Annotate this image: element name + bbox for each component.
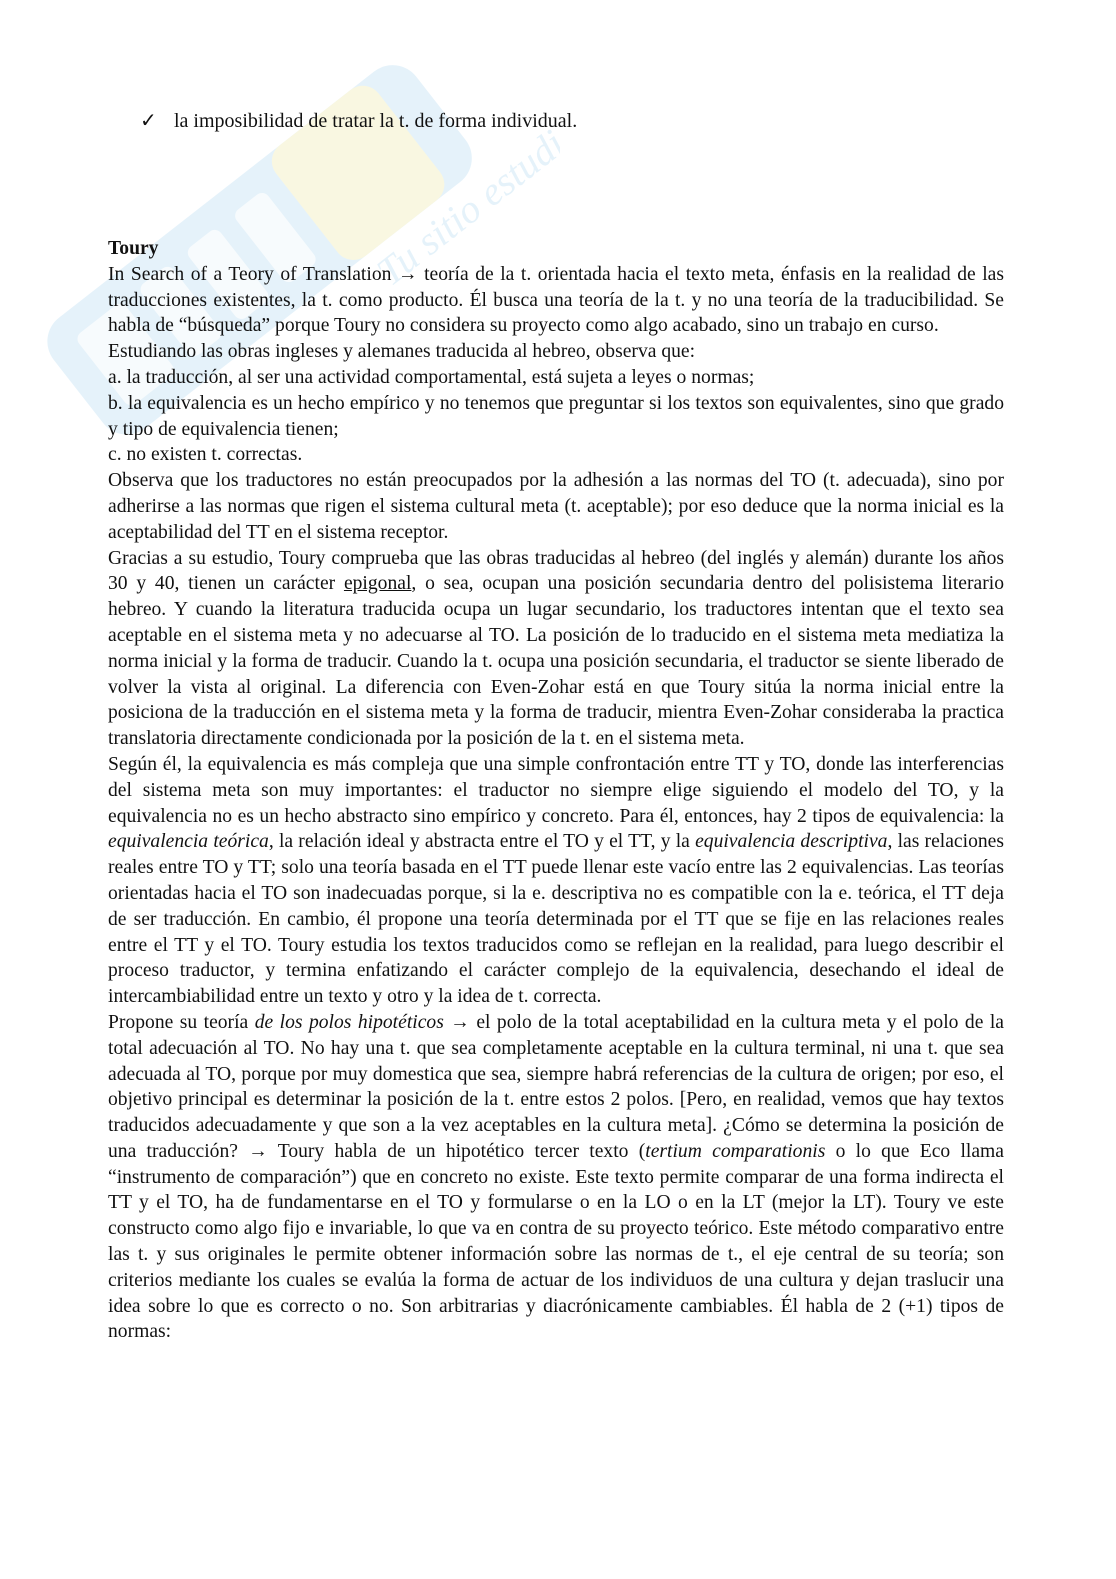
- paragraph-intro: In Search of a Teory of Translation → teoría de la t. orientada hacia el texto meta, énfasis en la realidad de las traducciones existentes, la t. como producto. Él busca una teoría de la t. y no una teoría de la traducibilidad. Se habla de “búsqueda” porque Toury no considera su proyecto como algo acabado, sino un trabajo en curso.: [108, 263, 1004, 337]
- paragraph-norms: Observa que los traductores no están preocupados por la adhesión a las normas del TO (t. adecuada), sino por adherirse a las normas que rigen el sistema cultural meta (t. aceptable); por eso deduce que la norma inicial es la aceptabilidad del TT en el sistema receptor.: [108, 470, 1004, 543]
- paragraph-epigonal: Gracias a su estudio, Toury comprueba que las obras traducidas al hebreo (del inglés y alemán) durante los años 30 y 40, tienen un carácter epigonal, o sea, ocupan una posición secundaria dentro del polisistema literario hebreo. Y cuando la literatura traducida ocupa un lugar secundario, los traductores intentan que el texto sea aceptable en el sistema meta y no adecuarse al TO. La posición de lo traducido en el sistema meta mediatiza la norma inicial y la forma de traducir. Cuando la t. ocupa una posición secundaria, el traductor se siente liberado de volver la vista al original. La diferencia con Even-Zohar está en que Toury sitúa la norma inicial entre la posiciona de la traducción en el sistema meta y la forma de traducir, mientra Even-Zohar consideraba la practica translatoria directamente condicionada por la posición de la t. en el sistema meta.: [108, 547, 1004, 750]
- term-equivalencia-descriptiva: equivalencia descriptiva: [695, 831, 888, 853]
- term-epigonal: epigonal: [343, 573, 412, 595]
- list-item-c: c. no existen t. correctas.: [108, 444, 303, 466]
- list-item-b: b. la equivalencia es un hecho empírico y no tenemos que preguntar si los textos son equivalentes, sino que grado y tipo de equivalencia tienen;: [108, 392, 1004, 440]
- paragraph-study: Estudiando las obras ingleses y alemanes traducida al hebreo, observa que:: [108, 341, 696, 363]
- paragraph-equivalence: Según él, la equivalencia es más compleja que una simple confrontación entre TT y TO, donde las interferencias del sistema meta son muy importantes: el traductor no siempre elige siguiendo el modelo del TO, y la equivalencia no es un hecho abstracto sino empírico y concreto. Para él, entonces, hay 2 tipos de equivalencia: la equivalencia teórica, la relación ideal y abstracta entre el TO y el TT, y la equivalencia descriptiva, las relaciones reales entre TO y TT; solo una teoría basada en el TT puede llenar este vacío entre las 2 equivalencias. Las teorías orientadas hacia el TO son inadecuadas porque, si la e. descriptiva no es compatible con la e. teórica, el TT deja de ser traducción. En cambio, él propone una teoría determinada por el TT que se fije en las relaciones reales entre el TT y el TO. Toury estudia los textos traducidos como se reflejan en la realidad, para luego describir el proceso traductor, y termina enfatizando el carácter complejo de la equivalencia, desechando el ideal de intercambiabilidad entre un texto y otro y la idea de t. correcta.: [108, 753, 1004, 1008]
- term-equivalencia-teorica: equivalencia teórica: [108, 831, 269, 853]
- term-tertium-comparationis: tertium comparationis: [645, 1140, 826, 1162]
- paragraph-polos: Propone su teoría de los polos hipotéticos → el polo de la total aceptabilidad en la cultura meta y el polo de la total adecuación al TO. No hay una t. que sea completamente aceptable en la cultura terminal, ni una t. que sea adecuada al TO, porque por muy domestica que sea, siempre habrá referencias de la cultura de origen; por eso, el objetivo principal es determinar la posición de la t. entre estos 2 polos. [Pero, en realidad, vemos que hay textos traducidos adecuadamente y que son a la vez aceptables en la cultura meta]. ¿Cómo se determina la posición de una traducción? → Toury habla de un hipotético tercer texto (tertium comparationis o lo que Eco llama “instrumento de comparación”) que en concreto no existe. Este texto permite comparar de una forma indirecta el TT y el TO, ha de fundamentarse en el TO y formularse o en la LO o en la LT (mejor la LT). Toury ve este constructo como algo fijo e invariable, lo que va en contra de su proyecto teórico. Este método comparativo entre las t. y sus originales le permite obtener información sobre las normas de t., el eje central de su teoría; son criterios mediante los cuales se evalúa la forma de actuar de los individuos de una cultura y dejan traslucir una idea sobre lo que es correcto o no. Son arbitrarias y diacrónicamente cambiables. Él habla de 2 (+1) tipos de normas:: [108, 1011, 1005, 1343]
- document-body: [108, 236, 1004, 1345]
- list-item-a: a. la traducción, al ser una actividad comportamental, está sujeta a leyes o normas;: [108, 366, 755, 388]
- watermark-tagline: Tu sitio estudiante: [368, 78, 560, 295]
- checklist-text: la imposibilidad de tratar la t. de forma individual.: [174, 110, 578, 132]
- check-icon: ✓: [140, 110, 157, 132]
- section-title: Toury: [108, 238, 159, 259]
- checklist-item: [140, 108, 577, 134]
- term-polos-hipoteticos: de los polos hipotéticos: [254, 1011, 444, 1033]
